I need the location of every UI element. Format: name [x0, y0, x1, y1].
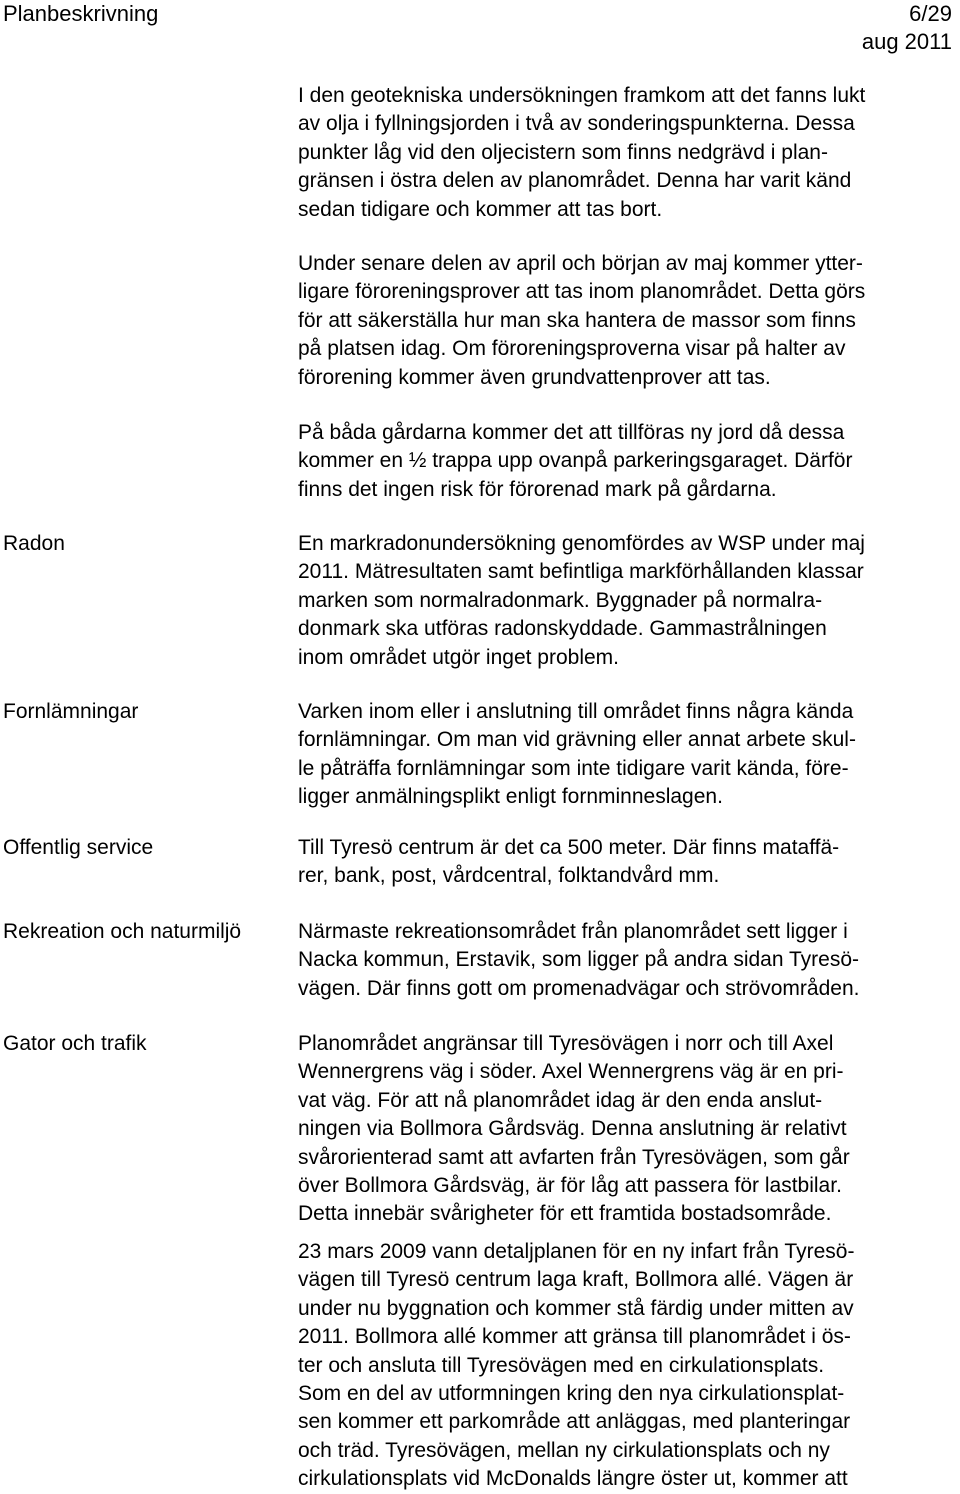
- side-heading-rekreation: Rekreation och naturmiljö: [3, 920, 242, 943]
- paragraph-fornlamningar: Varken inom eller i anslutning till området finns några kända fornlämningar. Om man vid grävning eller annat arbete skul- le påträffa fornlämningar som inte tidigare varit kända, före- ligger anmälningsplikt enligt fornminneslagen.: [298, 700, 856, 809]
- paragraph-fororeningsprover: Under senare delen av april och början av maj kommer ytter- ligare föroreningsprover att tas inom planområdet. Detta görs för att säkerställa hur man ska hantera de massor som finns på platsen idag. Om föroreningsproverna visar på halter av förorening kommer även grundvattenprover att tas.: [298, 252, 866, 389]
- paragraph-service: Till Tyresö centrum är det ca 500 meter. Där finns mataffä- rer, bank, post, vårdcentral, folktandvård mm.: [298, 836, 840, 888]
- paragraph-rekreation: Närmaste rekreationsområdet från planområdet sett ligger i Nacka kommun, Erstavik, som ligger på andra sidan Tyresö- vägen. Där finns gott om promenadvägar och strövområden.: [298, 920, 860, 1000]
- side-heading-radon: Radon: [3, 532, 65, 555]
- document-title: Planbeskrivning: [3, 1, 159, 26]
- paragraph-gator-1: Planområdet angränsar till Tyresövägen i norr och till Axel Wennergrens väg i söder. Axel Wennergrens väg är en pri- vat väg. För att nå planområdet idag är den enda anslut- ningen via Bollmora Gårdsväg. Denna anslutning är relativt svårorienterad samt att avfarten från Tyresövägen, som går över Bollmora Gårdsväg, är för låg att passera för lastbilar. Detta innebär svårigheter för ett framtida bostadsområde.: [298, 1032, 850, 1226]
- document-date: aug 2011: [861, 29, 952, 55]
- side-heading-gator: Gator och trafik: [3, 1032, 147, 1055]
- side-heading-service: Offentlig service: [3, 836, 154, 859]
- side-heading-fornlamningar: Fornlämningar: [3, 700, 139, 723]
- paragraph-radon: En markradonundersökning genomfördes av WSP under maj 2011. Mätresultaten samt befintliga markförhållanden klassar marken som normalradonmark. Byggnader på normalra- donmark ska utföras radonskyddade. Gammastrålningen inom området utgör inget problem.: [298, 532, 865, 669]
- paragraph-gator-2: 23 mars 2009 vann detaljplanen för en ny infart från Tyresö- vägen till Tyresö centrum laga kraft, Bollmora allé. Vägen är under nu byggnation och kommer stå färdig under mitten av 2011. Bollmora allé kommer att gränsa till planområdet i ös- ter och ansluta till Tyresövägen med en cirkulationsplats. Som en del av utformningen kring den nya cirkulationsplat- sen kommer ett parkområde att anläggas, med planteringar och träd. Tyresövägen, mellan ny cirkulationsplats och ny cirkulationsplats vid McDonalds längre öster ut, kommer att: [298, 1240, 855, 1491]
- paragraph-gardar: På båda gårdarna kommer det att tillföras ny jord då dessa kommer en ½ trappa upp ovanpå parkeringsgaraget. Därför finns det ingen risk för förorenad mark på gårdarna.: [298, 421, 853, 501]
- page-header-meta: [862, 0, 952, 57]
- page-number: 6/29: [909, 1, 952, 26]
- paragraph-geoteknik: I den geotekniska undersökningen framkom att det fanns lukt av olja i fyllningsjorden i två av sonderingspunkterna. Dessa punkter låg vid den oljecistern som finns nedgrävd i plan- gränsen i östra delen av planområdet. Denna har varit känd sedan tidigare och kommer att tas bort.: [298, 84, 866, 221]
